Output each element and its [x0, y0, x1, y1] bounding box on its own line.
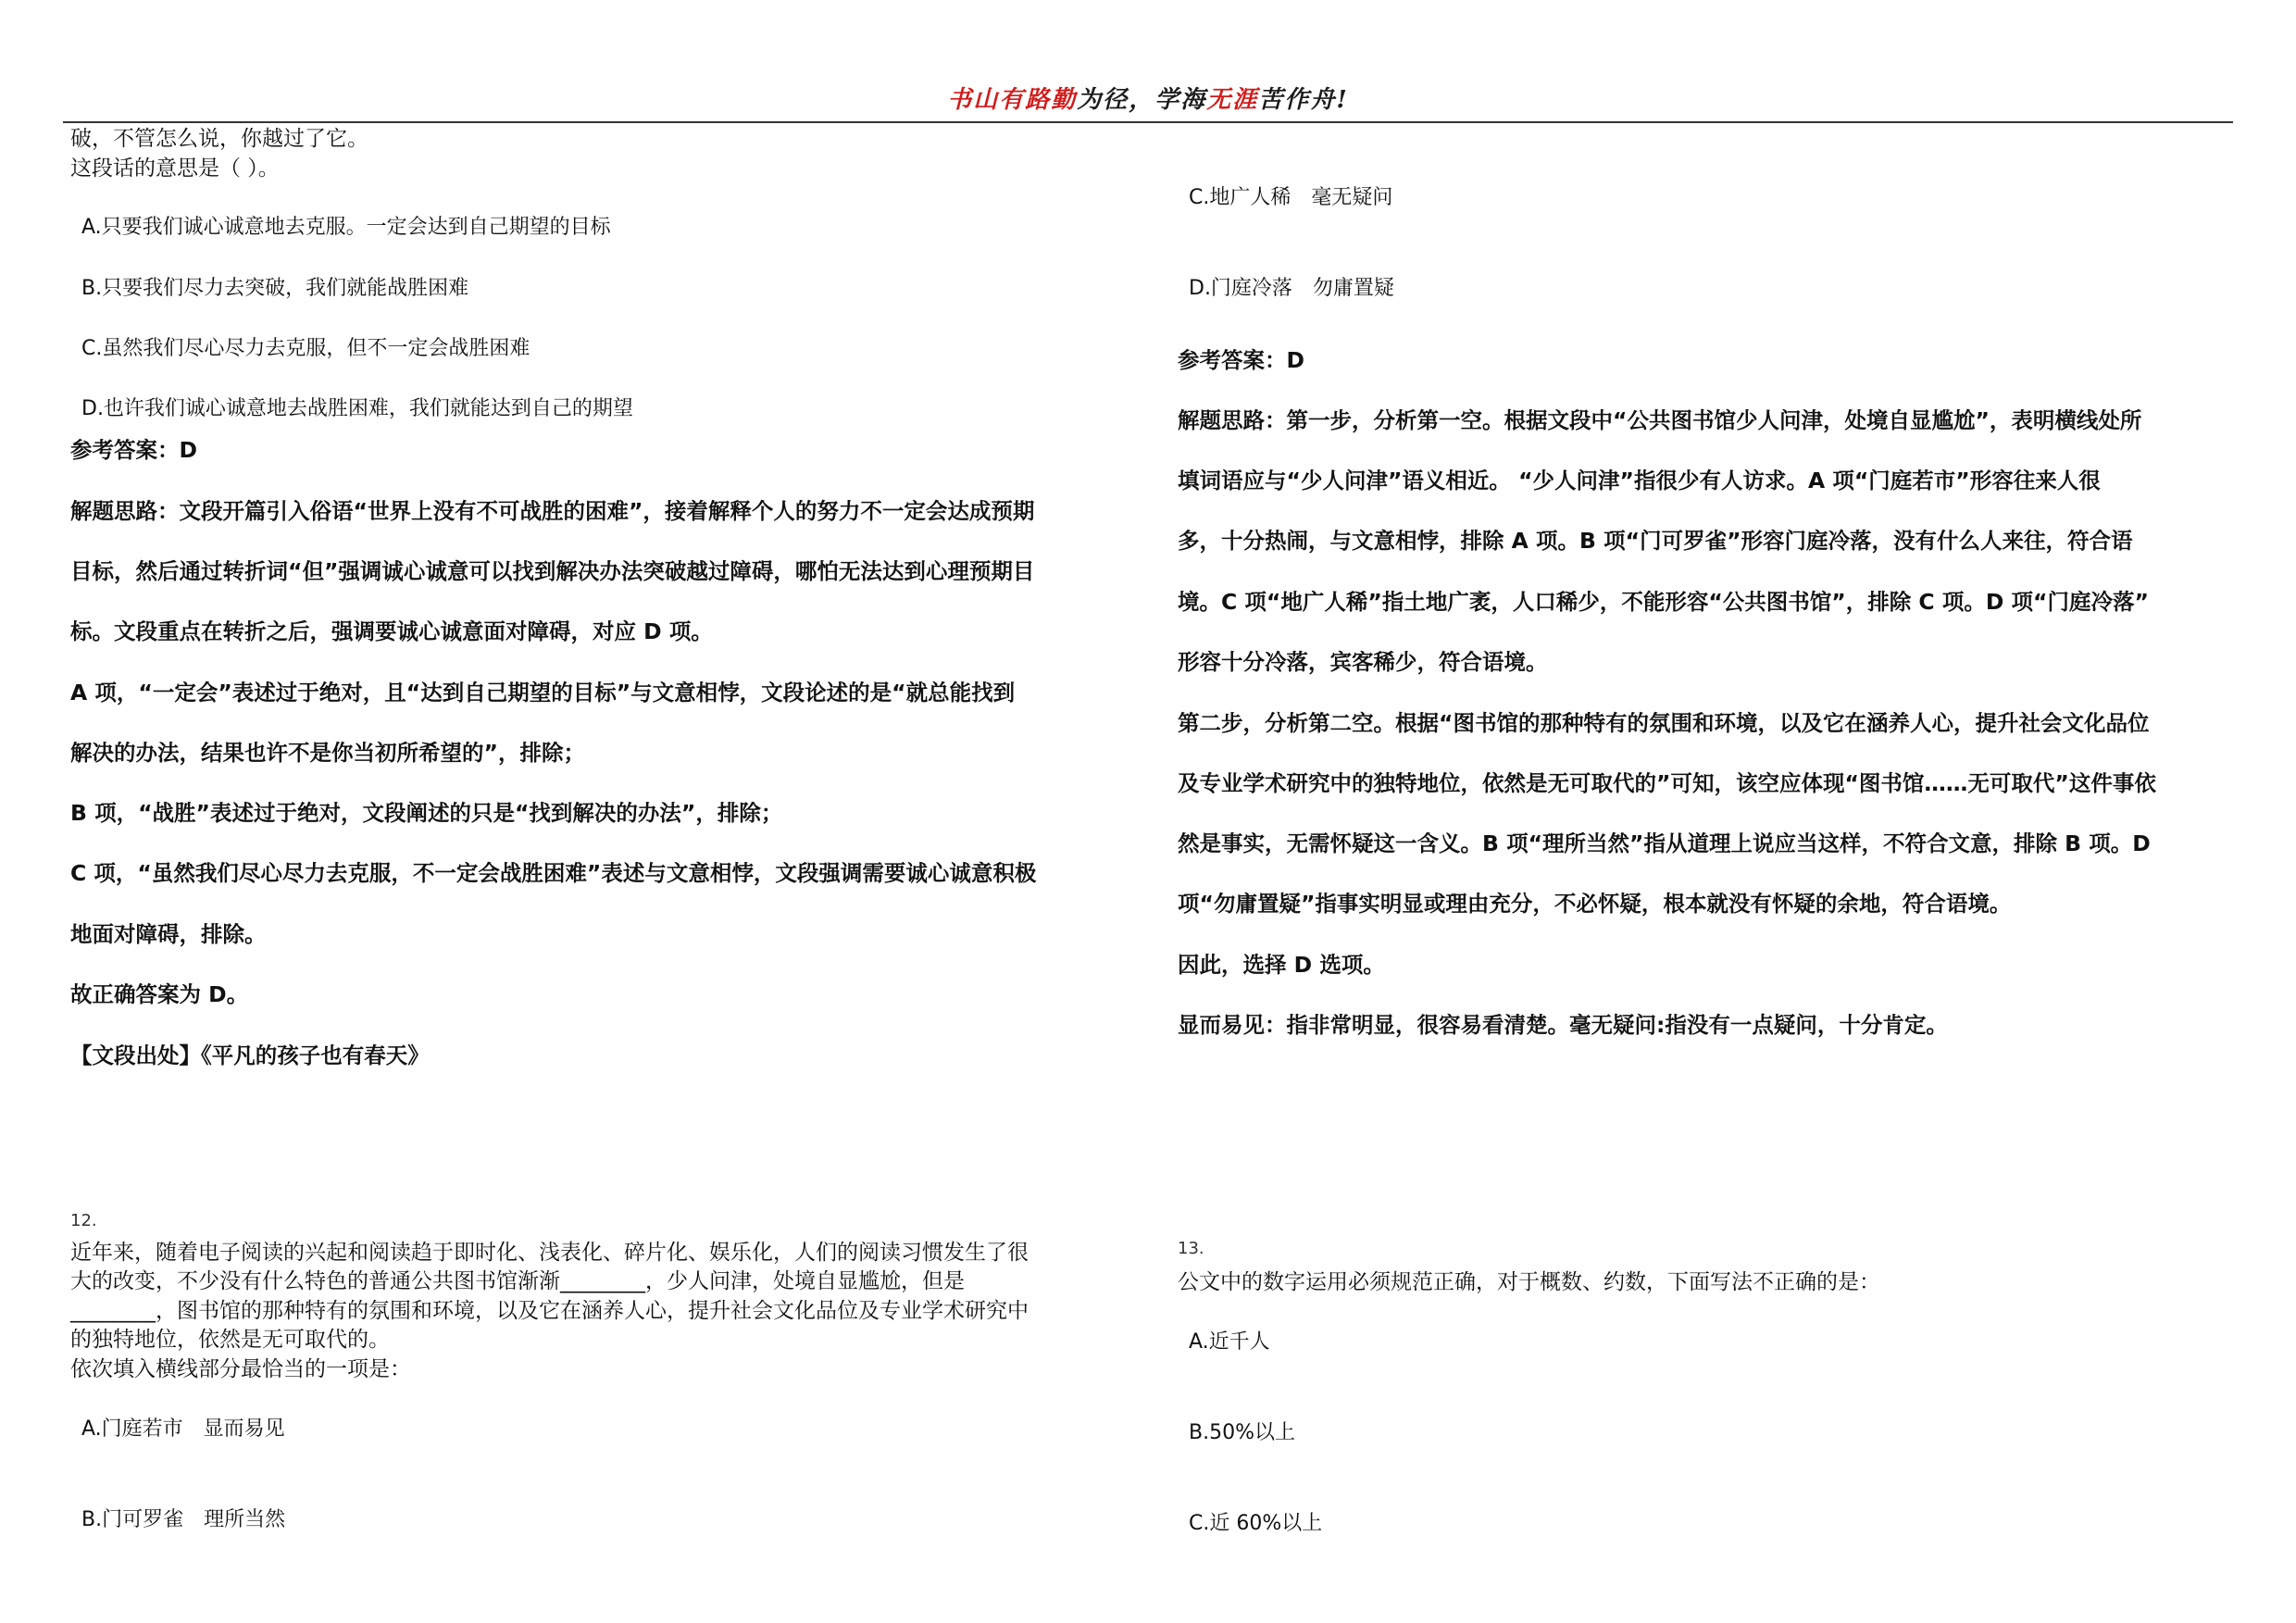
- analysis-line: 多，十分热闹，与文意相悖，排除 A 项。B 项“门可罗雀”形容门庭冷落，没有什么人来往，符合语: [1178, 528, 2133, 554]
- source-line: 【文段出处】《平凡的孩子也有春天》: [70, 1042, 430, 1068]
- question-stem: 公文中的数字运用必须规范正确，对于概数、约数，下面写法不正确的是：: [1178, 1270, 1880, 1294]
- question-number: 13.: [1178, 1239, 1204, 1258]
- option-b: B.门可罗雀 理所当然: [81, 1508, 286, 1531]
- header-divider: [63, 121, 2233, 123]
- analysis-line: 故正确答案为 D。: [70, 981, 249, 1007]
- option-b: B.只要我们尽力去突破，我们就能战胜困难: [81, 277, 469, 300]
- answer-label: 参考答案：D: [70, 437, 198, 463]
- analysis-line: 然是事实，无需怀疑这一含义。B 项“理所当然”指从道理上说应当这样，不符合文意，排除 B 项。D: [1178, 830, 2151, 856]
- answer-label: 参考答案：D: [1178, 347, 1305, 373]
- question-prompt: 依次填入横线部分最恰当的一项是：: [70, 1357, 411, 1381]
- option-c: C.近 60%以上: [1189, 1512, 1323, 1535]
- header-slogan: [0, 81, 2296, 119]
- analysis-line: A 项，“一定会”表述过于绝对，且“达到自己期望的目标”与文意相悖，文段论述的是“就总能找到: [70, 680, 1016, 705]
- analysis-line: 及专业学术研究中的独特地位，依然是无可取代的”可知，该空应体现“图书馆……无可取代”这件事依: [1178, 770, 2156, 796]
- analysis-line: 地面对障碍，排除。: [70, 921, 267, 947]
- analysis-line: 解题思路：文段开篇引入俗语“世界上没有不可战胜的困难”，接着解释个人的努力不一定会达成预期: [70, 498, 1035, 524]
- analysis-line: 显而易见：指非常明显，很容易看清楚。毫无疑问:指没有一点疑问，十分肯定。: [1178, 1012, 1948, 1038]
- question-stem-line: 大的改变，不少没有什么特色的普通公共图书馆渐渐________，少人问津，处境自显尴尬，但是: [70, 1269, 965, 1293]
- analysis-line: B 项，“战胜”表述过于绝对，文段阐述的只是“找到解决的办法”，排除；: [70, 800, 783, 826]
- option-c: C.虽然我们尽心尽力去克服，但不一定会战胜困难: [81, 337, 530, 360]
- analysis-line: 填词语应与“少人问津”语义相近。 “少人问津”指很少有人访求。A 项“门庭若市”形容往来人很: [1178, 468, 2101, 493]
- question-prompt: 这段话的意思是（ ）。: [70, 156, 280, 181]
- analysis-line: 因此，选择 D 选项。: [1178, 952, 1385, 978]
- analysis-line: 目标，然后通过转折词“但”强调诚心诚意可以找到解决办法突破越过障碍，哪怕无法达到心理预期目: [70, 558, 1035, 584]
- option-d: D.也许我们诚心诚意地去战胜困难，我们就能达到自己的期望: [81, 397, 633, 420]
- analysis-line: C 项，“虽然我们尽心尽力去克服，不一定会战胜困难”表述与文意相悖，文段强调需要诚心诚意积极: [70, 860, 1037, 886]
- question-number: 12.: [70, 1211, 97, 1230]
- question-stem-line: 的独特地位，依然是无可取代的。: [70, 1328, 390, 1352]
- analysis-line: 解决的办法，结果也许不是你当初所希望的”，排除；: [70, 740, 585, 766]
- question-stem-line: 近年来，随着电子阅读的兴起和阅读趋于即时化、浅表化、碎片化、娱乐化，人们的阅读习惯发生了很: [70, 1241, 1029, 1265]
- option-a: A.只要我们诚心诚意地去克服。一定会达到自己期望的目标: [81, 216, 611, 239]
- option-d: D.门庭冷落 勿庸置疑: [1189, 277, 1394, 300]
- analysis-line: 标。文段重点在转折之后，强调要诚心诚意面对障碍，对应 D 项。: [70, 618, 713, 644]
- analysis-line: 解题思路：第一步，分析第一空。根据文段中“公共图书馆少人问津，处境自显尴尬”，表明横线处所: [1178, 407, 2142, 433]
- slogan-part: 无涯: [1206, 86, 1259, 114]
- analysis-line: 境。C 项“地广人稀”指土地广袤，人口稀少，不能形容“公共图书馆”，排除 C 项。D 项“门庭冷落”: [1178, 589, 2149, 615]
- slogan-part: 苦作舟!: [1258, 86, 1349, 114]
- analysis-line: 第二步，分析第二空。根据“图书馆的那种特有的氛围和环境，以及它在涵养人心，提升社会文化品位: [1178, 710, 2150, 736]
- slogan-part: 勤: [1051, 86, 1078, 114]
- question-text: 破，不管怎么说，你越过了它。: [70, 127, 368, 151]
- analysis-line: 项“勿庸置疑”指事实明显或理由充分，不必怀疑，根本就没有怀疑的余地，符合语境。: [1178, 891, 2012, 917]
- slogan-part: 为径，学海: [1077, 86, 1207, 114]
- analysis-line: 形容十分冷落，宾客稀少，符合语境。: [1178, 649, 1548, 675]
- option-a: A.门庭若市 显而易见: [81, 1417, 285, 1441]
- option-a: A.近千人: [1189, 1330, 1270, 1354]
- option-b: B.50%以上: [1189, 1421, 1295, 1444]
- question-stem-line: ________，图书馆的那种特有的氛围和环境，以及它在涵养人心，提升社会文化品位及专业学术研究中: [70, 1299, 1029, 1323]
- slogan-part: 书山有路: [947, 86, 1052, 114]
- option-c: C.地广人稀 毫无疑问: [1189, 186, 1393, 209]
